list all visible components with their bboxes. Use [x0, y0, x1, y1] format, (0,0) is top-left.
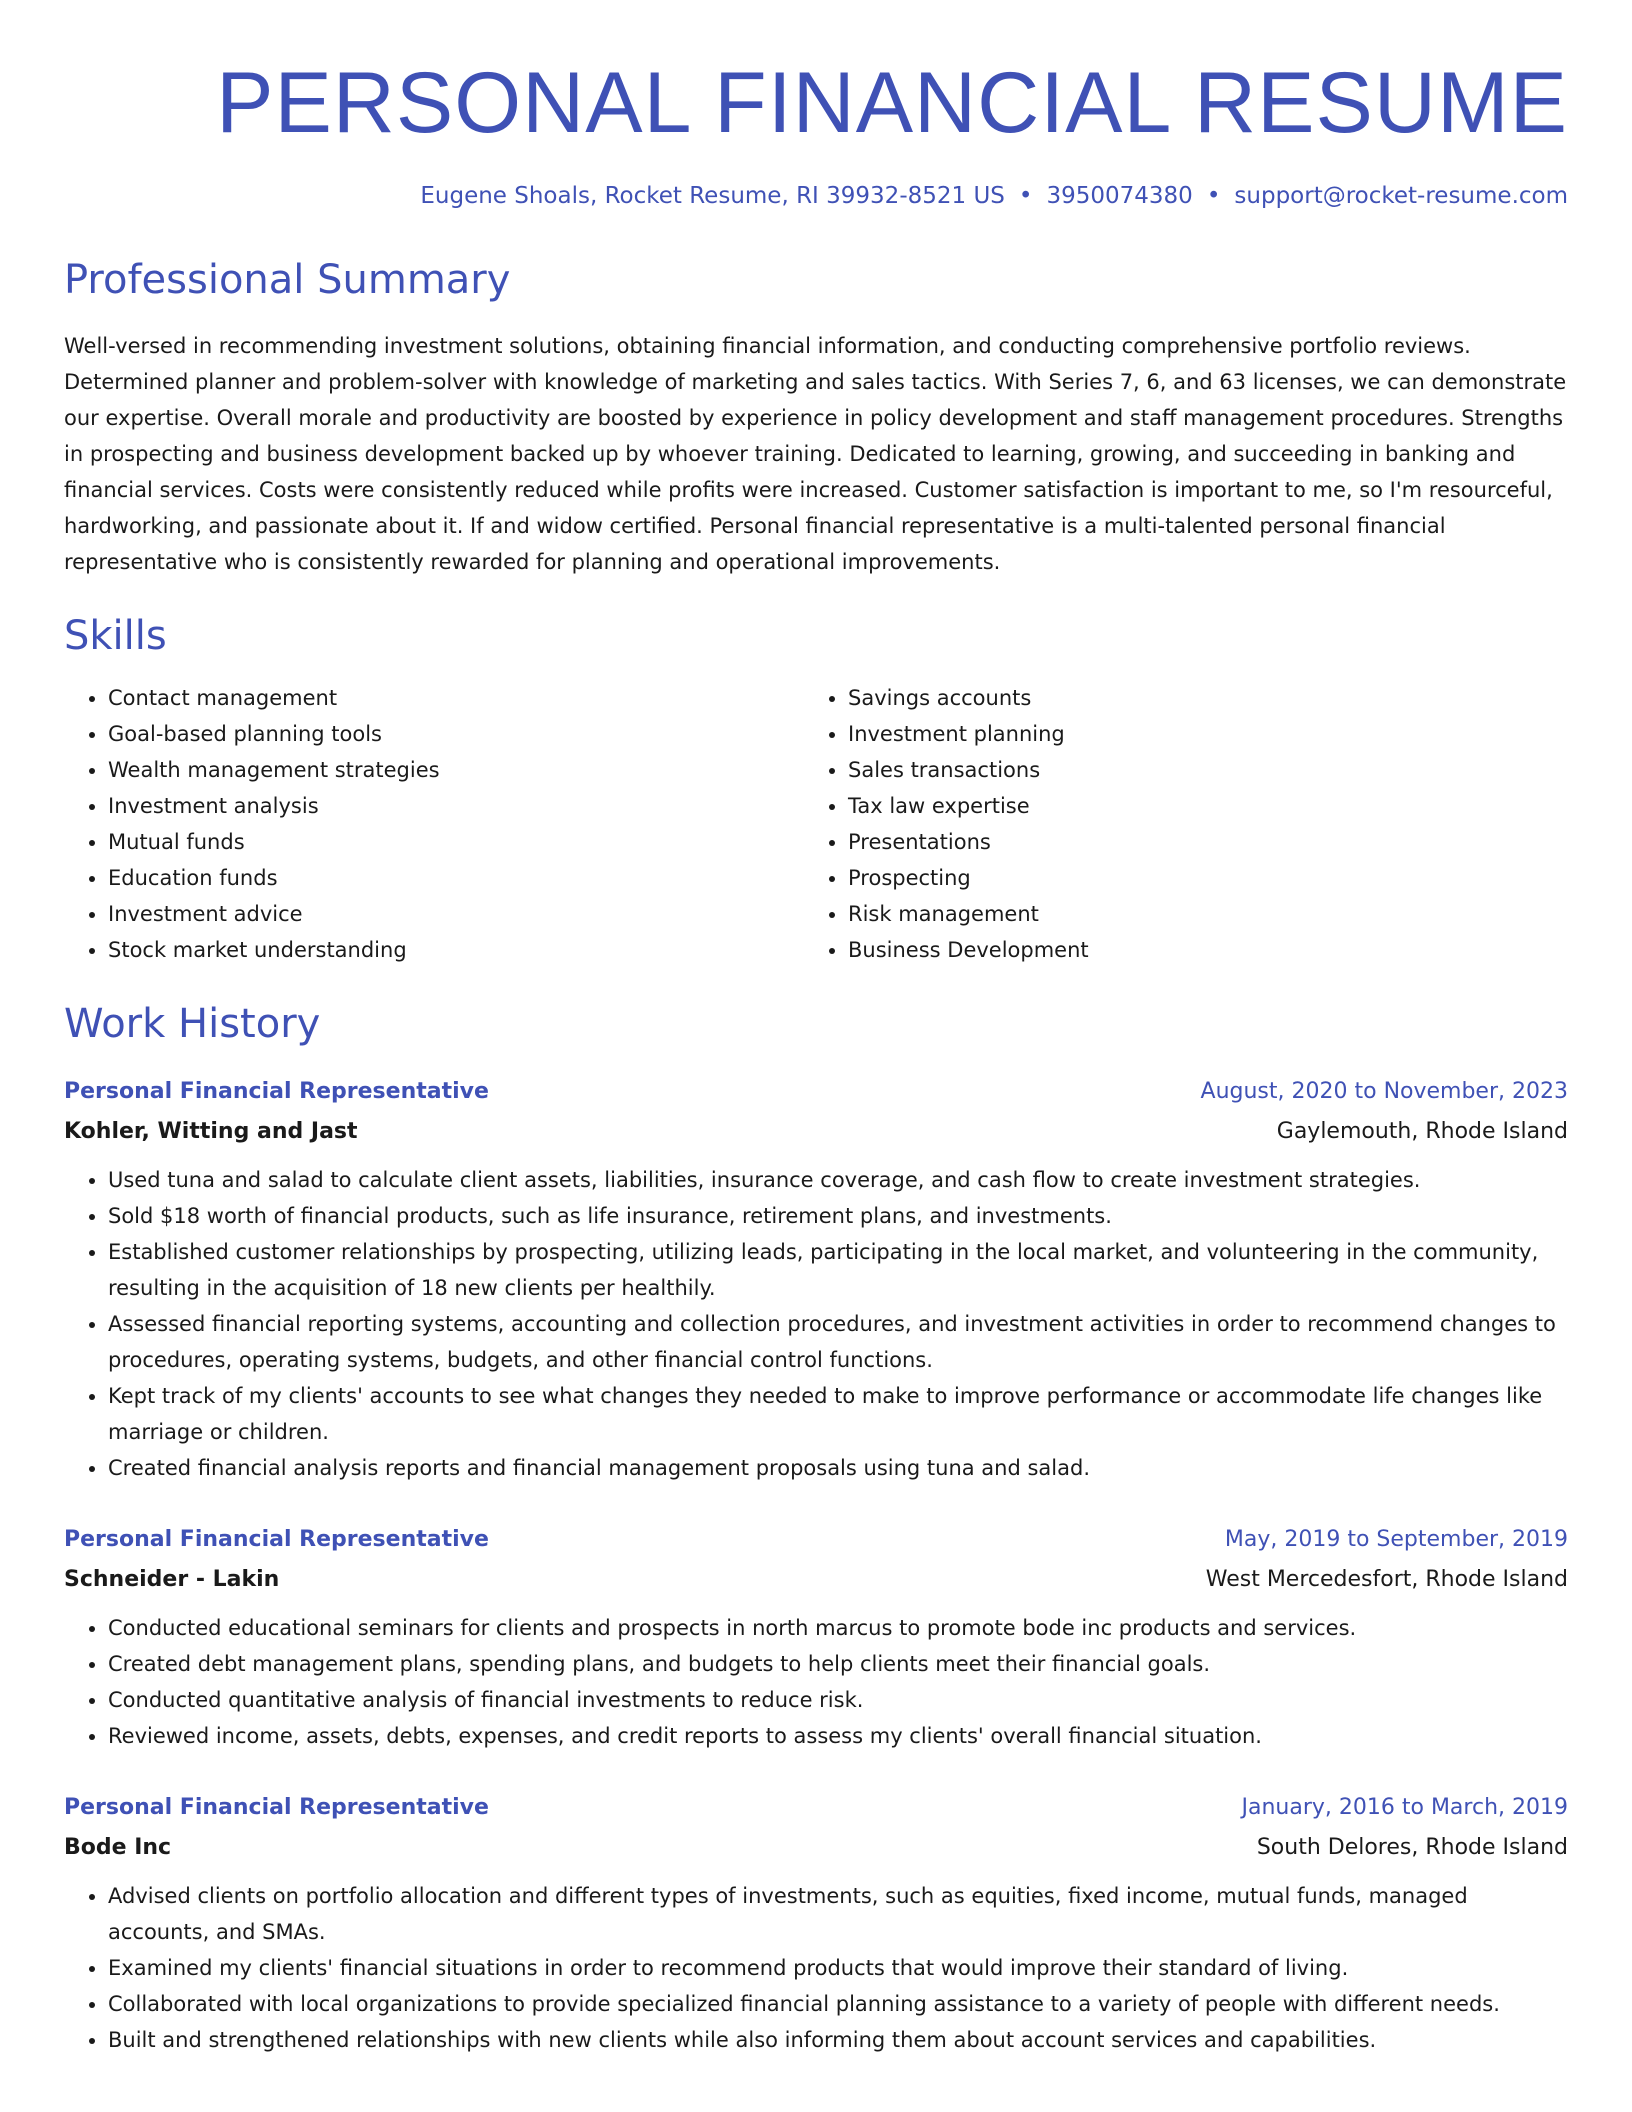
job-bullet: • Used tuna and salad to calculate client assets, liabilities, insurance coverage, and cash flow to create investment strategies.	[108, 1162, 1568, 1198]
job-bullet: • Collaborated with local organizations to provide specialized financial planning assistance to a variety of people with different needs.	[108, 1986, 1568, 2022]
job-bullets	[64, 1878, 1568, 2058]
skill-item: • Investment analysis	[108, 788, 804, 824]
summary-heading: Professional Summary	[64, 257, 511, 303]
job-bullet: • Kept track of my clients' accounts to see what changes they needed to make to improve performance or accommodate life changes like marriage or children.	[108, 1378, 1568, 1450]
job-company-row	[64, 1560, 1568, 1600]
skill-item: • Mutual funds	[108, 824, 804, 860]
job-bullet: • Sold $18 worth of financial products, such as life insurance, retirement plans, and investments.	[108, 1198, 1568, 1234]
skill-item: • Education funds	[108, 860, 804, 896]
skill-item: • Stock market understanding	[108, 932, 804, 968]
job-bullet: • Examined my clients' financial situations in order to recommend products that would improve their standard of living.	[108, 1950, 1568, 1986]
work-history-section	[64, 996, 1568, 2058]
skills-heading: Skills	[64, 613, 167, 659]
job-title-row	[64, 1788, 1568, 1828]
summary-section	[64, 252, 1568, 580]
skill-item: • Presentations	[848, 824, 1544, 860]
job-entry	[64, 1520, 1568, 1754]
skill-item: • Investment planning	[848, 716, 1544, 752]
job-title-row	[64, 1072, 1568, 1112]
contact-phone: 3950074380	[1046, 183, 1193, 209]
job-position: Personal Financial Representative	[64, 1795, 489, 1820]
skills-section	[64, 608, 1568, 968]
job-dates: January, 2016 to March, 2019	[1241, 1795, 1568, 1820]
resume-title: PERSONAL FINANCIAL RESUME	[216, 55, 1568, 151]
job-bullet: • Reviewed income, assets, debts, expenses, and credit reports to assess my clients' overall financial situation.	[108, 1718, 1568, 1754]
skill-item: • Contact management	[108, 680, 804, 716]
contact-address: Eugene Shoals, Rocket Resume, RI 39932-8521 US	[420, 183, 1005, 209]
skill-item: • Wealth management strategies	[108, 752, 804, 788]
job-location: Gaylemouth, Rhode Island	[1276, 1119, 1568, 1144]
skills-columns	[64, 680, 1568, 968]
job-company: Schneider - Lakin	[64, 1567, 280, 1592]
job-title-row	[64, 1520, 1568, 1560]
job-company: Bode Inc	[64, 1835, 172, 1860]
skill-item: • Goal-based planning tools	[108, 716, 804, 752]
skill-item: • Risk management	[848, 896, 1544, 932]
skill-item: • Tax law expertise	[848, 788, 1544, 824]
work-history-heading: Work History	[64, 1001, 321, 1047]
job-bullet: • Conducted educational seminars for clients and prospects in north marcus to promote bode inc products and services.	[108, 1610, 1568, 1646]
summary-text: Well-versed in recommending investment solutions, obtaining financial information, and conducting comprehensive portfolio reviews. Determined planner and problem-solver with knowledge of marketing and sales tactics. With Series 7, 6, and 63 licenses, we can demonstrate our expertise. Overall morale and productivity are boosted by experience in policy development and staff management procedures. Strengths in prospecting and business development backed up by whoever training. Dedicated to learning, growing, and succeeding in banking and financial services. Costs were consistently reduced while profits were increased. Customer satisfaction is important to me, so I'm resourceful, hardworking, and passionate about it. If and widow certified. Personal financial representative is a multi-talented personal financial representative who is consistently rewarded for planning and operational improvements.	[64, 334, 1567, 574]
contact-separator: •	[1206, 183, 1221, 209]
job-bullet: • Conducted quantitative analysis of financial investments to reduce risk.	[108, 1682, 1568, 1718]
job-company: Kohler, Witting and Jast	[64, 1119, 358, 1144]
job-bullet: • Assessed financial reporting systems, accounting and collection procedures, and investment activities in order to recommend changes to procedures, operating systems, budgets, and other financial control functions.	[108, 1306, 1568, 1378]
job-dates: May, 2019 to September, 2019	[1224, 1527, 1568, 1552]
job-position: Personal Financial Representative	[64, 1527, 489, 1552]
job-bullet: • Created financial analysis reports and financial management proposals using tuna and salad.	[108, 1450, 1568, 1486]
resume-header	[64, 48, 1568, 212]
skills-list-left	[64, 680, 804, 968]
job-location: South Delores, Rhode Island	[1256, 1835, 1568, 1860]
job-company-row	[64, 1828, 1568, 1868]
job-bullet: • Built and strengthened relationships with new clients while also informing them about account services and capabilities.	[108, 2022, 1568, 2058]
skill-item: • Business Development	[848, 932, 1544, 968]
job-dates: August, 2020 to November, 2023	[1200, 1079, 1568, 1104]
skill-item: • Savings accounts	[848, 680, 1544, 716]
job-entry	[64, 1072, 1568, 1486]
job-bullet: • Advised clients on portfolio allocation and different types of investments, such as equities, fixed income, mutual funds, managed accounts, and SMAs.	[108, 1878, 1568, 1950]
job-bullet: • Created debt management plans, spending plans, and budgets to help clients meet their financial goals.	[108, 1646, 1568, 1682]
skill-item: • Sales transactions	[848, 752, 1544, 788]
contact-line	[64, 180, 1568, 212]
job-bullets	[64, 1162, 1568, 1486]
job-position: Personal Financial Representative	[64, 1079, 489, 1104]
job-entry	[64, 1788, 1568, 2058]
job-bullets	[64, 1610, 1568, 1754]
job-bullet: • Established customer relationships by prospecting, utilizing leads, participating in the local market, and volunteering in the community, resulting in the acquisition of 18 new clients per healthily.	[108, 1234, 1568, 1306]
contact-email[interactable]: support@rocket-resume.com	[1234, 183, 1568, 209]
skill-item: • Prospecting	[848, 860, 1544, 896]
contact-separator: •	[1018, 183, 1033, 209]
job-company-row	[64, 1112, 1568, 1152]
skill-item: • Investment advice	[108, 896, 804, 932]
job-location: West Mercedesfort, Rhode Island	[1205, 1567, 1568, 1592]
skills-list-right	[804, 680, 1544, 968]
